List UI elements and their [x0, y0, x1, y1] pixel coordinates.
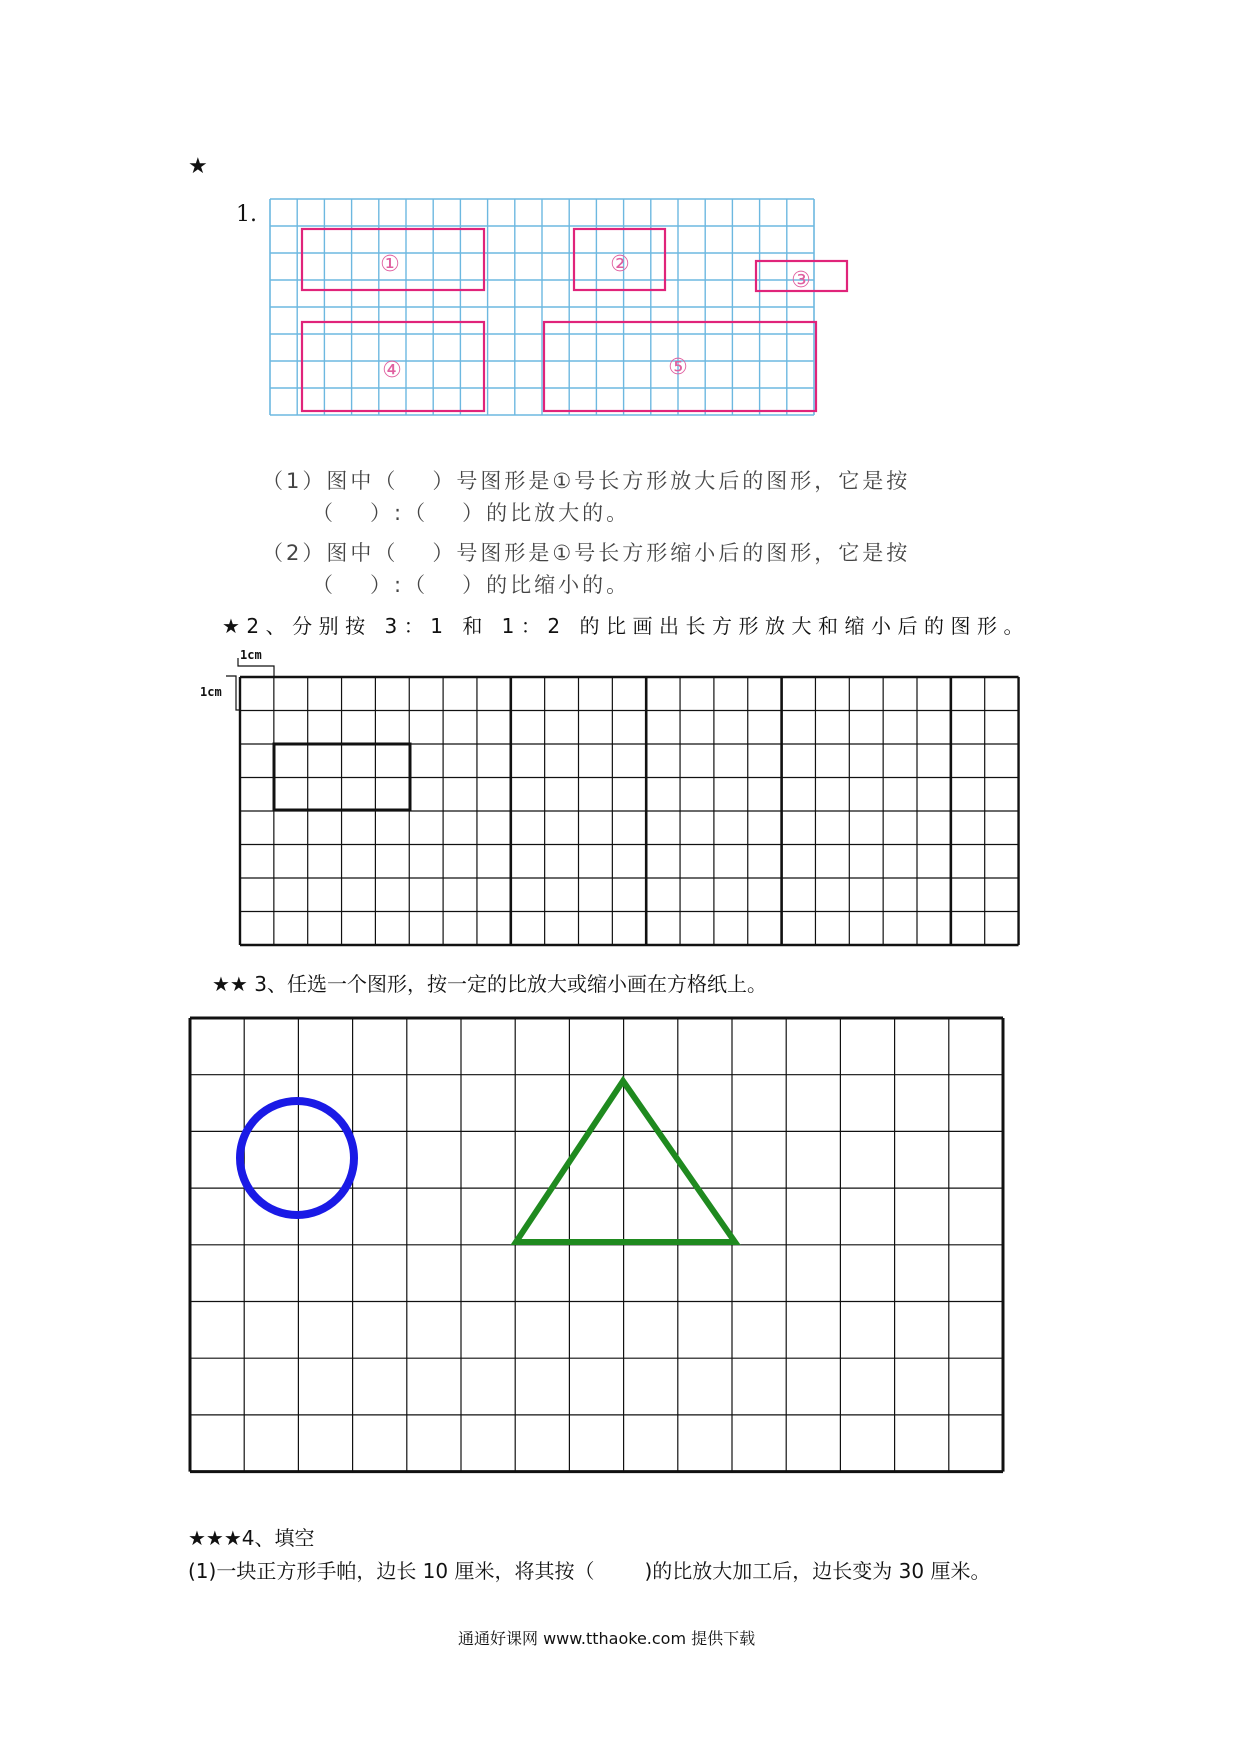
q1-sub1-open: （	[312, 501, 336, 525]
q3-title: ★★ 3、任选一个图形，按一定的比放大或缩小画在方格纸上。	[212, 972, 767, 996]
q1-sub1-end: ）的比放大的。	[462, 501, 631, 525]
q1-sub2-colon: ）:（	[370, 573, 429, 597]
q1-star: ★	[188, 154, 208, 179]
q4-line1-after: )的比放大加工后，边长变为 30 厘米。	[644, 1559, 991, 1583]
q1-sub1-middle: ）号图形是①号长方形放大后的图形，它是按	[432, 469, 911, 493]
q1-sub2-end: ）的比缩小的。	[462, 573, 631, 597]
q2-unit-left: 1cm	[200, 685, 222, 699]
footer-text: 通通好课网 www.tthaoke.com 提供下载	[458, 1629, 756, 1648]
label-2: ②	[610, 252, 630, 277]
q1-number: 1.	[236, 202, 257, 227]
q1-sub1-colon: ）:（	[370, 501, 429, 525]
q4-line1	[188, 1555, 990, 1584]
q4-title: ★★★4、填空	[188, 1526, 315, 1550]
q1-sub2-prefix: （2）图中（	[262, 541, 399, 565]
q1-sub1-prefix: （1）图中（	[262, 469, 399, 493]
label-4: ④	[382, 358, 402, 383]
label-1: ①	[380, 252, 400, 277]
q3-triangle	[516, 1081, 735, 1242]
q2-unit-top: 1cm	[240, 648, 262, 662]
q4-line1-before: (1)一块正方形手帕，边长 10 厘米，将其按（	[188, 1559, 595, 1583]
q2-title: ★2、分别按 3：1 和 1：2 的比画出长方形放大和缩小后的图形。	[222, 614, 1030, 638]
q3-circle	[240, 1101, 354, 1215]
label-3: ③	[791, 268, 811, 293]
q1-sub2-middle: ）号图形是①号长方形缩小后的图形，它是按	[432, 541, 911, 565]
q1-sub2-open: （	[312, 573, 336, 597]
label-5: ⑤	[668, 355, 688, 380]
